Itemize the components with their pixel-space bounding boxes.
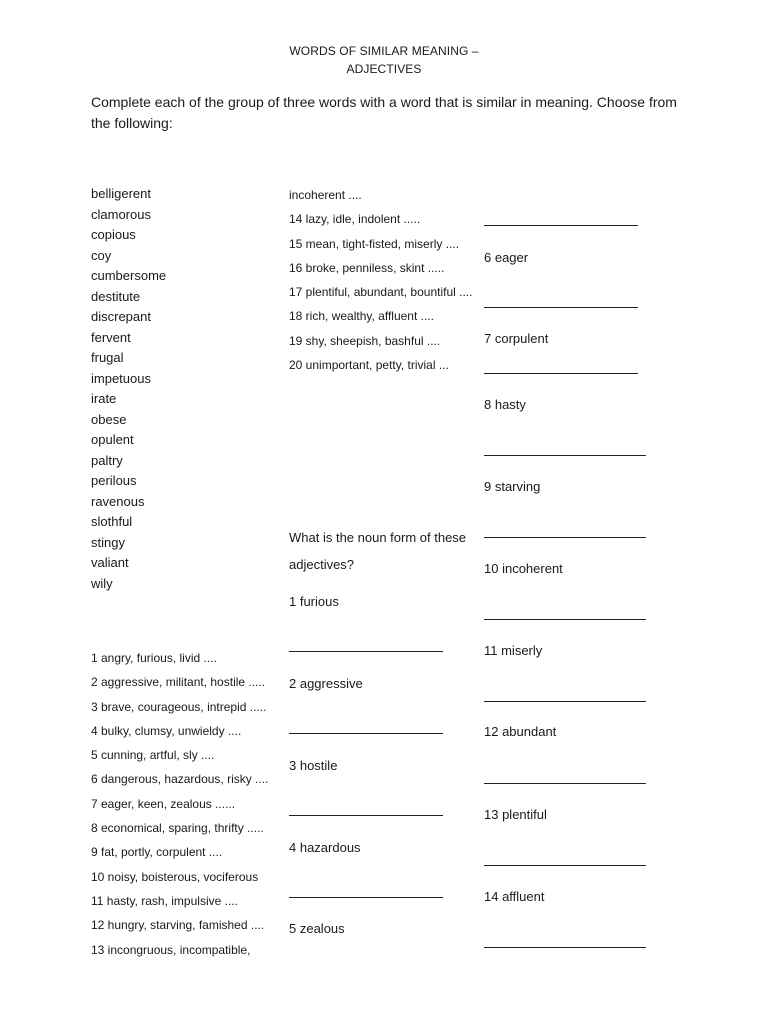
noun-item: 11 miserly bbox=[484, 643, 543, 658]
word-list-item: destitute bbox=[91, 288, 141, 304]
word-list-item: wily bbox=[91, 575, 113, 591]
answer-line[interactable] bbox=[484, 225, 638, 226]
synonym-group: 13 incongruous, incompatible, bbox=[91, 942, 251, 957]
synonym-group: 10 noisy, boisterous, vociferous bbox=[91, 869, 259, 884]
synonym-group: 15 mean, tight-fisted, miserly .... bbox=[289, 236, 460, 251]
title-line-2: ADJECTIVES bbox=[346, 62, 422, 76]
noun-item: 9 starving bbox=[484, 479, 541, 494]
noun-item: 14 affluent bbox=[484, 889, 545, 904]
synonym-group: 2 aggressive, militant, hostile ..... bbox=[91, 675, 266, 690]
synonym-group: 4 bulky, clumsy, unwieldy .... bbox=[91, 723, 242, 738]
synonym-group: 6 dangerous, hazardous, risky .... bbox=[91, 772, 269, 787]
answer-line[interactable] bbox=[484, 455, 646, 456]
word-list-item: clamorous bbox=[91, 206, 151, 222]
answer-line[interactable] bbox=[289, 733, 443, 734]
noun-item: 4 hazardous bbox=[289, 840, 361, 855]
noun-item: 2 aggressive bbox=[289, 676, 363, 691]
word-list-item: belligerent bbox=[91, 186, 151, 201]
instructions: Complete each of the group of three words with a word that is similar in meaning. Choose from the following: bbox=[91, 94, 677, 131]
word-list-item: irate bbox=[91, 391, 117, 406]
answer-line[interactable] bbox=[484, 947, 646, 948]
noun-item: 5 zealous bbox=[289, 921, 345, 936]
answer-line[interactable] bbox=[484, 537, 646, 538]
answer-line[interactable] bbox=[484, 783, 646, 784]
synonym-group: incoherent .... bbox=[289, 188, 362, 202]
answer-line[interactable] bbox=[484, 307, 638, 308]
answer-line[interactable] bbox=[484, 865, 646, 866]
answer-line[interactable] bbox=[289, 897, 443, 898]
word-list-item: slothful bbox=[91, 514, 133, 529]
noun-item: 8 hasty bbox=[484, 397, 526, 412]
synonym-group: 8 economical, sparing, thrifty ..... bbox=[91, 821, 264, 836]
word-list-item: opulent bbox=[91, 432, 134, 447]
synonym-group: 9 fat, portly, corpulent .... bbox=[91, 845, 223, 860]
answer-line[interactable] bbox=[484, 373, 638, 374]
synonym-group: 17 plentiful, abundant, bountiful .... bbox=[289, 285, 473, 300]
noun-item: 7 corpulent bbox=[484, 331, 549, 346]
noun-item: 13 plentiful bbox=[484, 807, 547, 822]
synonym-group: 7 eager, keen, zealous ...... bbox=[91, 796, 236, 811]
synonym-group: 20 unimportant, petty, trivial ... bbox=[289, 358, 449, 373]
synonym-group: 16 broke, penniless, skint ..... bbox=[289, 260, 445, 275]
synonym-groups-column-1 bbox=[91, 646, 268, 962]
synonym-group: 14 lazy, idle, indolent ..... bbox=[289, 212, 421, 227]
noun-item: 12 abundant bbox=[484, 724, 557, 739]
word-list-item: frugal bbox=[91, 350, 124, 365]
word-list-item: discrepant bbox=[91, 309, 151, 324]
word-list-item: paltry bbox=[91, 452, 123, 468]
synonym-group: 18 rich, wealthy, affluent .... bbox=[289, 309, 434, 324]
noun-item: 1 furious bbox=[289, 594, 339, 609]
noun-item: 3 hostile bbox=[289, 758, 338, 773]
title-line-1: WORDS OF SIMILAR MEANING – bbox=[289, 44, 479, 58]
synonym-group: 11 hasty, rash, impulsive .... bbox=[91, 893, 238, 908]
word-list-item: stingy bbox=[91, 534, 125, 550]
word-list-item: impetuous bbox=[91, 370, 151, 386]
word-list-item: ravenous bbox=[91, 493, 145, 509]
word-list-item: cumbersome bbox=[91, 268, 167, 283]
word-list-item: copious bbox=[91, 227, 136, 242]
word-list-item: coy bbox=[91, 247, 112, 263]
answer-line[interactable] bbox=[484, 701, 646, 702]
synonym-group: 5 cunning, artful, sly .... bbox=[91, 748, 215, 763]
word-list-item: fervent bbox=[91, 329, 131, 345]
noun-item: 6 eager bbox=[484, 250, 529, 265]
noun-form-question: What is the noun form of these adjectives? bbox=[289, 530, 467, 572]
synonym-groups-column-2 bbox=[289, 183, 481, 377]
word-list-item: obese bbox=[91, 411, 127, 427]
answer-line[interactable] bbox=[289, 815, 443, 816]
answer-line[interactable] bbox=[484, 619, 646, 620]
answer-line[interactable] bbox=[289, 651, 443, 652]
synonym-group: 3 brave, courageous, intrepid ..... bbox=[91, 699, 267, 714]
word-list bbox=[91, 184, 166, 594]
noun-item: 10 incoherent bbox=[484, 561, 563, 576]
synonym-group: 19 shy, sheepish, bashful .... bbox=[289, 333, 441, 348]
synonym-group: 1 angry, furious, livid .... bbox=[91, 651, 217, 665]
synonym-group: 12 hungry, starving, famished .... bbox=[91, 918, 265, 933]
word-list-item: valiant bbox=[91, 555, 129, 570]
word-list-item: perilous bbox=[91, 473, 137, 488]
